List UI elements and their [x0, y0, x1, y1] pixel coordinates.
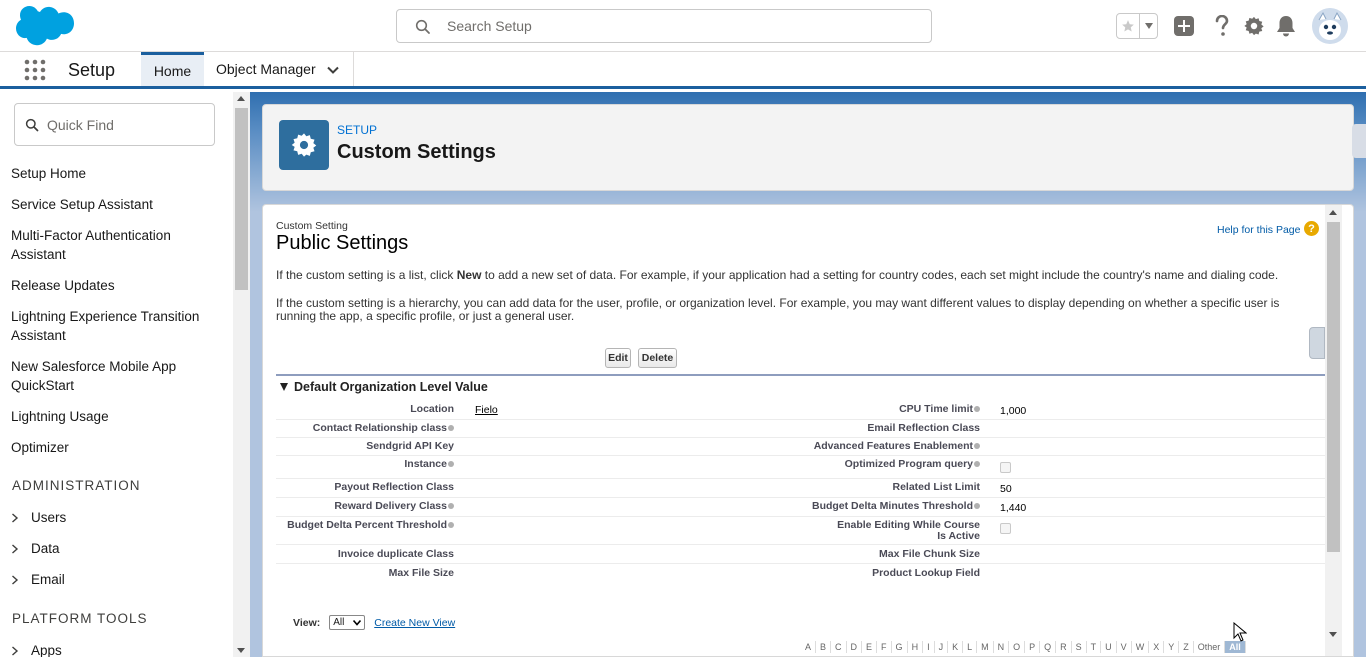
favorite-star-icon[interactable]	[1117, 14, 1139, 38]
salesforce-logo[interactable]	[16, 6, 74, 46]
alphabet-filter-letter[interactable]: W	[1132, 641, 1150, 653]
field-label: Budget Delta Minutes Threshold	[811, 500, 973, 512]
field-label: Advanced Features Enablement	[813, 440, 973, 452]
app-launcher-icon[interactable]	[24, 59, 46, 81]
field-label: Payout Reflection Class	[334, 481, 454, 493]
sidebar-tree-email-label: Email	[31, 572, 65, 587]
field-label: Sendgrid API Key	[366, 440, 454, 452]
side-panel-toggle[interactable]	[1352, 124, 1366, 158]
scroll-up-arrow-icon[interactable]	[237, 96, 245, 101]
alphabet-filter-letter[interactable]: Q	[1040, 641, 1056, 653]
detail-row	[276, 517, 1326, 545]
alphabet-filter-letter[interactable]: Other	[1194, 641, 1226, 653]
main-content	[250, 92, 1366, 657]
tab-object-manager-label: Object Manager	[216, 61, 316, 77]
field-label: CPU Time limit	[899, 403, 973, 415]
view-select[interactable]	[329, 615, 365, 630]
alphabet-filter-letter[interactable]: K	[948, 641, 963, 653]
alphabet-filter-letter[interactable]: J	[935, 641, 949, 653]
view-label: View:	[293, 616, 321, 629]
detail-title: Public Settings	[276, 232, 409, 254]
alphabet-filter-letter[interactable]: P	[1025, 641, 1040, 653]
field-label: Product Lookup Field	[872, 567, 980, 579]
field-label: Budget Delta Percent Threshold	[287, 519, 447, 531]
help-info-icon[interactable]	[974, 443, 980, 449]
sidebar-tree-apps[interactable]	[11, 643, 62, 657]
detail-scrollbar[interactable]	[1325, 205, 1342, 657]
chevron-down-icon	[353, 620, 361, 626]
setup-gear-icon[interactable]	[1242, 14, 1266, 38]
detail-row	[276, 420, 1326, 438]
field-label: Contact Relationship class	[312, 422, 447, 434]
alphabet-filter-letter[interactable]: D	[847, 641, 863, 653]
scroll-down-arrow-icon[interactable]	[237, 648, 245, 653]
custom-setting-detail-frame	[262, 204, 1354, 657]
field-label: Email Reflection Class	[867, 422, 980, 434]
field-label: Related List Limit	[892, 481, 980, 493]
hierarchy-instructions: If the custom setting is a hierarchy, you can add data for the user, profile, or organization level. For example, you may want different values to display depending on whether a specific user is running the app, a specific profile, or just a general user.	[276, 296, 1280, 323]
sidebar-section-platform-tools: PLATFORM TOOLS	[12, 611, 148, 626]
enable-editing-checkbox	[1000, 523, 1011, 534]
quick-find-input[interactable]	[47, 115, 207, 135]
alphabet-filter-letter[interactable]: N	[994, 641, 1010, 653]
sidebar-link-lightning-transition-assistant[interactable]: Lightning Experience Transition Assistant	[11, 309, 200, 343]
field-value: 1,440	[1000, 502, 1027, 514]
delete-button[interactable]: Delete	[638, 348, 677, 368]
optimized-program-query-checkbox	[1000, 462, 1011, 473]
setup-sidebar	[0, 92, 250, 657]
setup-gear-icon	[279, 120, 329, 170]
field-label: Enable Editing While Course Is Active	[837, 519, 980, 542]
sidebar-link-mfa-assistant[interactable]: Multi-Factor Authentication Assistant	[11, 228, 171, 262]
search-input[interactable]	[447, 16, 907, 36]
favorites-group	[1116, 13, 1158, 39]
alphabet-filter-letter[interactable]: F	[877, 641, 892, 653]
panel-toggle-tab[interactable]	[1309, 327, 1325, 359]
favorites-dropdown-icon[interactable]	[1139, 14, 1157, 38]
field-label: Instance	[404, 458, 447, 470]
view-selector-row	[293, 615, 455, 630]
detail-row	[276, 438, 1326, 456]
help-for-page-link[interactable]: Help for this Page	[1217, 224, 1301, 236]
location-value-link[interactable]: Fielo	[475, 404, 498, 416]
sidebar-tree-users[interactable]	[11, 510, 66, 525]
help-info-icon[interactable]	[974, 461, 980, 467]
tab-home[interactable]	[141, 52, 204, 86]
chevron-right-icon	[11, 646, 19, 656]
help-icon[interactable]: ?	[1304, 221, 1319, 236]
help-info-icon[interactable]	[448, 461, 454, 467]
field-label: Location	[410, 403, 454, 415]
sidebar-link-optimizer[interactable]: Optimizer	[11, 440, 69, 455]
sidebar-link-setup-home[interactable]: Setup Home	[11, 166, 87, 181]
chevron-right-icon	[11, 544, 19, 554]
field-label: Max File Chunk Size	[879, 548, 980, 560]
context-bar	[0, 52, 1366, 89]
alphabet-filter-letter[interactable]: S	[1072, 641, 1087, 653]
app-name: Setup	[68, 60, 116, 80]
alphabet-filter-letter[interactable]: X	[1149, 641, 1164, 653]
section-header-default-org-level[interactable]	[280, 380, 488, 394]
para1-a: If the custom setting is a list, click	[276, 268, 457, 282]
help-info-icon[interactable]	[448, 425, 454, 431]
alphabet-filter-letter[interactable]: E	[862, 641, 877, 653]
sidebar-link-mobile-quickstart[interactable]: New Salesforce Mobile App QuickStart	[11, 359, 177, 393]
help-info-icon[interactable]	[974, 406, 980, 412]
help-question-icon[interactable]	[1210, 14, 1234, 38]
global-actions-plus-icon[interactable]	[1172, 14, 1196, 38]
scroll-down-arrow-icon[interactable]	[1329, 632, 1337, 637]
list-instructions	[276, 269, 1316, 282]
alphabet-filter-letter[interactable]: C	[831, 641, 847, 653]
alphabet-filter-letter[interactable]: M	[977, 641, 994, 653]
para1-new: New	[456, 268, 482, 282]
quick-find-box[interactable]	[14, 103, 215, 146]
alphabet-filter-letter[interactable]: B	[816, 641, 831, 653]
alphabet-filter-letter[interactable]: All	[1225, 641, 1246, 653]
field-value: 50	[1000, 483, 1012, 495]
field-value: 1,000	[1000, 405, 1027, 417]
page-eyebrow: SETUP	[337, 123, 378, 137]
help-info-icon[interactable]	[448, 522, 454, 528]
page-title: Custom Settings	[337, 141, 496, 163]
sidebar-link-lightning-usage[interactable]: Lightning Usage	[11, 409, 109, 424]
para1-c: to add a new set of data. For example, if your application had a setting for country codes, each set might include the country's name and dialing code.	[481, 268, 1279, 282]
edit-button[interactable]: Edit	[605, 348, 631, 368]
notifications-bell-icon[interactable]	[1274, 14, 1298, 38]
help-info-icon[interactable]	[974, 503, 980, 509]
field-label: Invoice duplicate Class	[337, 548, 454, 560]
alphabet-filter-letter[interactable]: H	[908, 641, 924, 653]
chevron-down-icon[interactable]	[326, 63, 340, 77]
alphabet-filter-letter[interactable]: O	[1009, 641, 1025, 653]
collapse-triangle-icon[interactable]	[280, 383, 288, 391]
alphabet-filter-letter[interactable]: Z	[1179, 641, 1194, 653]
section-title: Default Organization Level Value	[294, 380, 488, 394]
scroll-up-arrow-icon[interactable]	[1329, 210, 1337, 215]
alphabet-filter-letter[interactable]: Y	[1164, 641, 1179, 653]
help-info-icon[interactable]	[448, 503, 454, 509]
field-label: Optimized Program query	[844, 458, 973, 470]
alphabet-filter-letter[interactable]: G	[892, 641, 908, 653]
sidebar-tree-users-label: Users	[31, 510, 67, 525]
detail-scrollbar-thumb[interactable]	[1327, 222, 1340, 552]
page-header	[262, 104, 1354, 191]
detail-row	[276, 545, 1326, 564]
alphabet-filter	[801, 641, 1246, 653]
create-new-view-link[interactable]: Create New View	[374, 616, 456, 629]
sidebar-tree-data[interactable]	[11, 541, 60, 556]
global-search[interactable]	[396, 9, 932, 43]
sidebar-tree-apps-label: Apps	[31, 643, 62, 657]
user-avatar[interactable]	[1312, 8, 1348, 44]
field-label: Max File Size	[388, 567, 454, 579]
sidebar-tree-email[interactable]	[11, 572, 65, 587]
alphabet-filter-letter[interactable]: A	[801, 641, 816, 653]
chevron-right-icon	[11, 513, 19, 523]
tab-home-label: Home	[153, 62, 192, 79]
section-divider	[276, 374, 1326, 376]
alphabet-filter-letter[interactable]: U	[1101, 641, 1117, 653]
chevron-right-icon	[11, 575, 19, 585]
mouse-cursor-icon	[1233, 622, 1247, 642]
field-label: Reward Delivery Class	[334, 500, 447, 512]
sidebar-tree-data-label: Data	[31, 541, 60, 556]
alphabet-filter-letter[interactable]: T	[1087, 641, 1102, 653]
alphabet-filter-letter[interactable]: V	[1117, 641, 1132, 653]
alphabet-filter-letter[interactable]: I	[923, 641, 935, 653]
tab-object-manager[interactable]	[204, 52, 354, 86]
view-select-value: All	[333, 617, 345, 628]
detail-eyebrow: Custom Setting	[276, 220, 348, 232]
sidebar-link-release-updates[interactable]: Release Updates	[11, 278, 115, 293]
sidebar-scrollbar[interactable]	[233, 92, 250, 657]
search-icon	[415, 19, 431, 35]
sidebar-section-administration: ADMINISTRATION	[12, 478, 141, 493]
alphabet-filter-letter[interactable]: L	[963, 641, 977, 653]
search-icon	[25, 118, 39, 132]
detail-row	[276, 401, 1326, 420]
global-header	[0, 0, 1366, 52]
detail-row	[276, 564, 1326, 583]
sidebar-scrollbar-thumb[interactable]	[235, 108, 248, 290]
sidebar-link-service-setup-assistant[interactable]: Service Setup Assistant	[11, 197, 153, 212]
detail-row	[276, 479, 1326, 498]
detail-row	[276, 498, 1326, 517]
detail-row	[276, 456, 1326, 479]
alphabet-filter-letter[interactable]: R	[1056, 641, 1072, 653]
